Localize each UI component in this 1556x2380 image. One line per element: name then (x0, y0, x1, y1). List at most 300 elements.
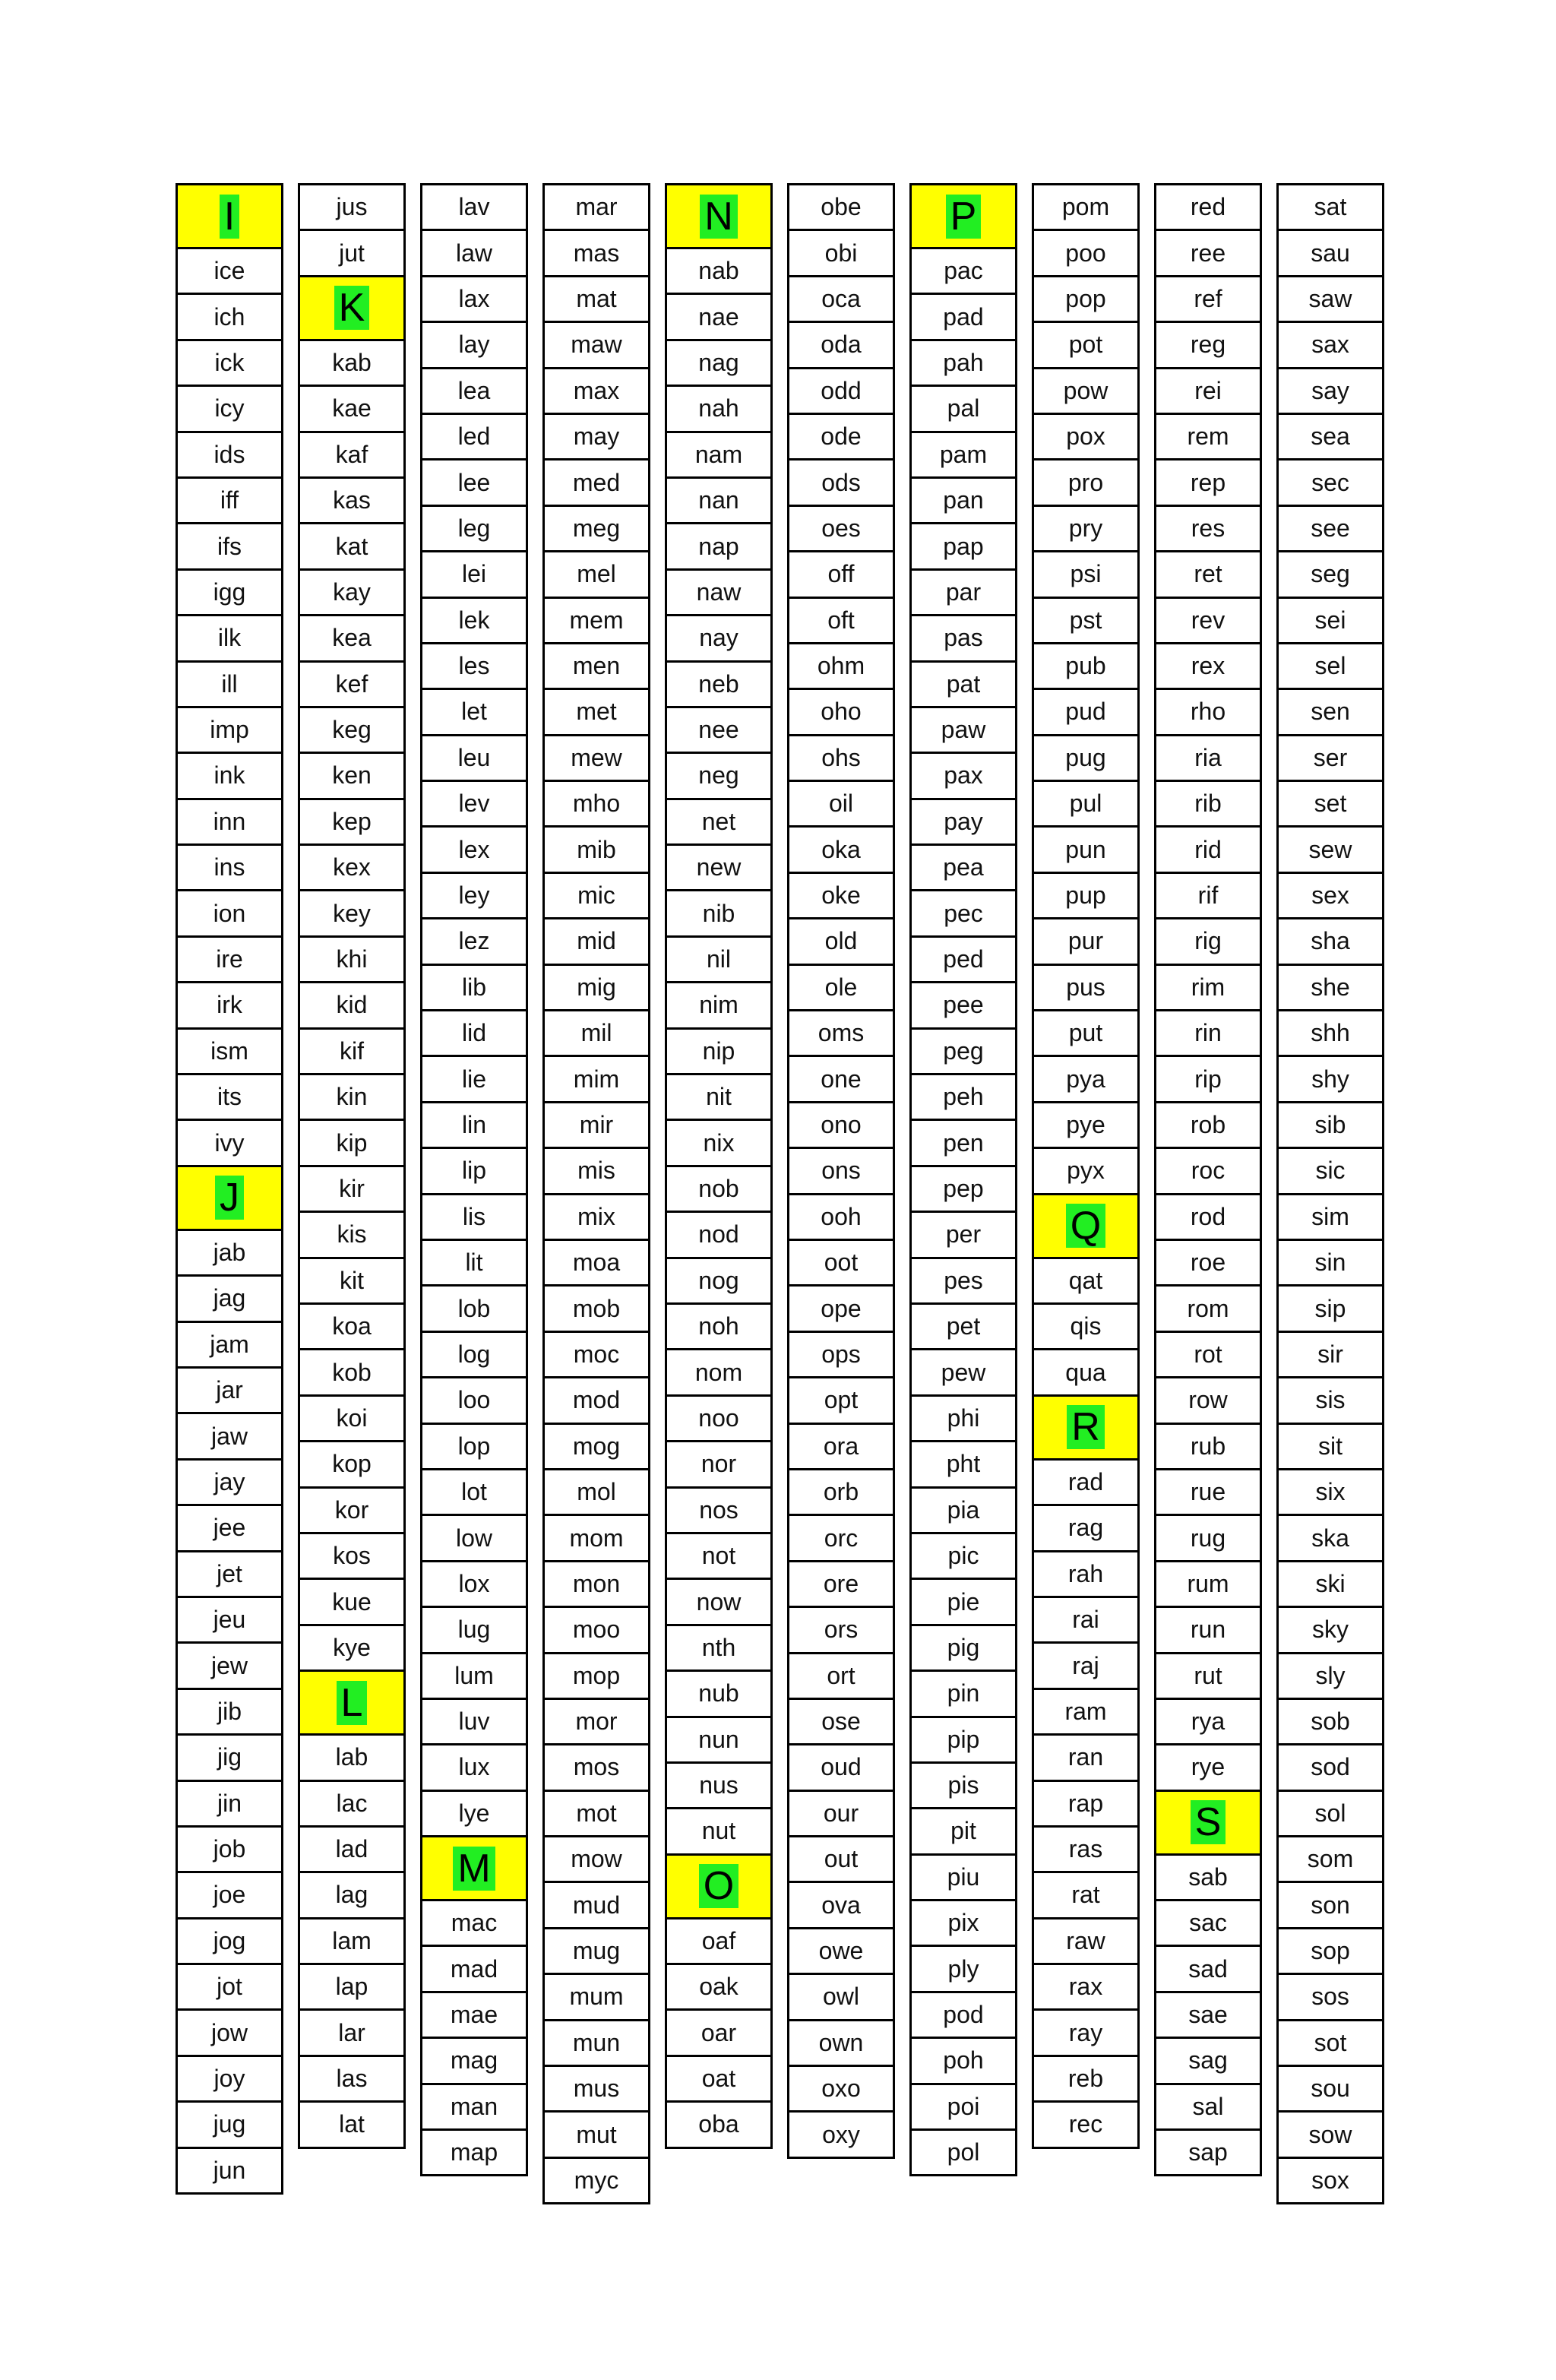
word-cell: kex (300, 846, 403, 891)
word-cell: jot (178, 1965, 281, 2011)
word-cell: oat (667, 2057, 770, 2103)
word-cell: sib (1279, 1103, 1382, 1149)
word-cell: oot (789, 1241, 893, 1287)
word-cell: rei (1156, 369, 1260, 415)
word-cell: pap (912, 524, 1015, 570)
word-cell: nae (667, 295, 770, 340)
word-cell: naw (667, 571, 770, 616)
word-cell: oud (789, 1745, 893, 1791)
word-cell: keg (300, 708, 403, 754)
word-cell: nab (667, 249, 770, 295)
word-cell: oil (789, 782, 893, 828)
word-cell: reg (1156, 323, 1260, 369)
word-cell: sei (1279, 599, 1382, 644)
word-cell: psi (1034, 552, 1137, 598)
word-cell: mom (545, 1516, 648, 1562)
word-cell: pst (1034, 599, 1137, 644)
letter-header-cell (422, 1837, 526, 1901)
word-cell: oxy (789, 2113, 893, 2158)
word-cell: put (1034, 1011, 1137, 1057)
letter-header-cell (667, 185, 770, 249)
word-cell: lob (422, 1287, 526, 1332)
word-cell: pry (1034, 507, 1137, 552)
letter-header-cell (178, 185, 281, 249)
word-cell: out (789, 1837, 893, 1883)
word-cell: lam (300, 1920, 403, 1965)
word-cell: nib (667, 891, 770, 937)
word-cell: owl (789, 1975, 893, 2021)
word-cell: lug (422, 1608, 526, 1654)
word-cell: nos (667, 1489, 770, 1534)
word-cell: ski (1279, 1562, 1382, 1608)
word-cell: our (789, 1792, 893, 1837)
word-cell: nth (667, 1626, 770, 1672)
word-cell: sew (1279, 828, 1382, 873)
word-cell: ink (178, 754, 281, 799)
word-cell: rub (1156, 1425, 1260, 1470)
word-cell: sob (1279, 1700, 1382, 1745)
word-cell: kip (300, 1121, 403, 1166)
word-cell: igg (178, 571, 281, 616)
word-cell: mig (545, 966, 648, 1011)
word-cell: jog (178, 1920, 281, 1965)
word-cell: pro (1034, 460, 1137, 506)
word-cell: jaw (178, 1414, 281, 1460)
word-cell: pas (912, 616, 1015, 662)
word-cell: sic (1279, 1149, 1382, 1195)
word-cell: ref (1156, 277, 1260, 323)
word-cell: jib (178, 1690, 281, 1736)
word-cell: las (300, 2057, 403, 2103)
word-cell: kue (300, 1580, 403, 1625)
word-cell: ora (789, 1425, 893, 1470)
word-cell: sel (1279, 644, 1382, 690)
word-cell: rah (1034, 1552, 1137, 1598)
word-cell: pew (912, 1350, 1015, 1396)
letter-header-cell (1156, 1792, 1260, 1856)
word-column (1032, 183, 1140, 2149)
word-cell: khi (300, 938, 403, 983)
word-cell: mun (545, 2021, 648, 2067)
word-cell: kye (300, 1626, 403, 1672)
word-cell: rev (1156, 599, 1260, 644)
word-cell: nam (667, 433, 770, 479)
word-cell: ick (178, 341, 281, 387)
word-cell: ins (178, 846, 281, 891)
word-cell: mic (545, 874, 648, 919)
word-cell: nob (667, 1167, 770, 1213)
word-cell: pug (1034, 736, 1137, 782)
letter-header: Q (1066, 1204, 1105, 1248)
word-cell: poo (1034, 231, 1137, 277)
word-cell: lek (422, 599, 526, 644)
word-cell: saw (1279, 277, 1382, 323)
word-cell: raj (1034, 1644, 1137, 1689)
word-cell: pye (1034, 1103, 1137, 1149)
word-cell: new (667, 846, 770, 891)
word-cell: ors (789, 1608, 893, 1654)
word-cell: nod (667, 1213, 770, 1258)
word-cell: mos (545, 1745, 648, 1791)
letter-header-cell (300, 1672, 403, 1736)
word-column (787, 183, 895, 2159)
word-cell: oms (789, 1011, 893, 1057)
word-cell: sow (1279, 2113, 1382, 2158)
word-cell: mad (422, 1947, 526, 1992)
word-cell: jam (178, 1323, 281, 1369)
word-cell: ree (1156, 231, 1260, 277)
word-cell: lea (422, 369, 526, 415)
word-cell: moc (545, 1333, 648, 1378)
word-cell: roe (1156, 1241, 1260, 1287)
word-cell: kid (300, 983, 403, 1029)
word-cell: neg (667, 754, 770, 799)
word-cell: rai (1034, 1598, 1137, 1644)
word-cell: red (1156, 185, 1260, 231)
word-cell: opt (789, 1378, 893, 1424)
word-cell: rip (1156, 1057, 1260, 1103)
word-cell: nah (667, 387, 770, 432)
word-cell: lay (422, 323, 526, 369)
word-cell: kos (300, 1534, 403, 1580)
word-cell: max (545, 369, 648, 415)
word-cell: lum (422, 1654, 526, 1700)
word-cell: pow (1034, 369, 1137, 415)
word-cell: mar (545, 185, 648, 231)
word-cell: pix (912, 1901, 1015, 1947)
word-cell: she (1279, 966, 1382, 1011)
word-cell: ska (1279, 1516, 1382, 1562)
word-cell: lee (422, 460, 526, 506)
word-cell: kis (300, 1213, 403, 1258)
word-cell: rex (1156, 644, 1260, 690)
word-cell: lex (422, 828, 526, 873)
word-cell: son (1279, 1883, 1382, 1929)
word-cell: kor (300, 1489, 403, 1534)
word-cell: sol (1279, 1792, 1382, 1837)
word-cell: sec (1279, 460, 1382, 506)
word-cell: ire (178, 938, 281, 983)
word-cell: pya (1034, 1057, 1137, 1103)
word-cell: ole (789, 966, 893, 1011)
word-cell: oft (789, 599, 893, 644)
word-cell: lie (422, 1057, 526, 1103)
word-cell: myc (545, 2159, 648, 2204)
word-cell: mim (545, 1057, 648, 1103)
word-cell: oke (789, 874, 893, 919)
word-cell: per (912, 1213, 1015, 1258)
word-cell: oka (789, 828, 893, 873)
word-cell: ken (300, 754, 403, 799)
word-cell: six (1279, 1470, 1382, 1516)
word-cell: set (1279, 782, 1382, 828)
word-cell: jee (178, 1506, 281, 1552)
word-cell: sos (1279, 1975, 1382, 2021)
word-cell: say (1279, 369, 1382, 415)
word-cell: net (667, 800, 770, 846)
word-cell: ilk (178, 616, 281, 662)
word-cell: ion (178, 891, 281, 937)
word-cell: mew (545, 736, 648, 782)
word-cell: one (789, 1057, 893, 1103)
word-cell: mut (545, 2113, 648, 2158)
word-cell: rep (1156, 460, 1260, 506)
word-cell: nip (667, 1030, 770, 1075)
word-cell: pie (912, 1580, 1015, 1625)
word-cell: lib (422, 966, 526, 1011)
word-cell: ism (178, 1030, 281, 1075)
word-cell: pod (912, 1993, 1015, 2039)
word-cell: mug (545, 1929, 648, 1975)
word-cell: sax (1279, 323, 1382, 369)
word-cell: kaf (300, 433, 403, 479)
letter-header-cell (667, 1856, 770, 1920)
word-cell: rob (1156, 1103, 1260, 1149)
word-cell: ras (1034, 1828, 1137, 1873)
word-cell: ret (1156, 552, 1260, 598)
word-cell: nim (667, 983, 770, 1029)
word-cell: kae (300, 387, 403, 432)
word-cell: pup (1034, 874, 1137, 919)
word-cell: oar (667, 2011, 770, 2056)
word-cell: rag (1034, 1506, 1137, 1552)
word-cell: pia (912, 1489, 1015, 1534)
word-cell: nub (667, 1672, 770, 1717)
word-cell: law (422, 231, 526, 277)
letter-header-cell (178, 1167, 281, 1231)
word-cell: sen (1279, 690, 1382, 736)
word-cell: mag (422, 2039, 526, 2084)
word-cell: pan (912, 479, 1015, 524)
word-column (176, 183, 283, 2195)
word-cell: poi (912, 2085, 1015, 2131)
letter-header: J (215, 1176, 244, 1220)
word-cell: pes (912, 1259, 1015, 1305)
word-cell: irk (178, 983, 281, 1029)
word-cell: nag (667, 341, 770, 387)
word-cell: old (789, 919, 893, 965)
word-cell: pah (912, 341, 1015, 387)
word-cell: mix (545, 1195, 648, 1241)
word-cell: let (422, 690, 526, 736)
word-cell: rig (1156, 919, 1260, 965)
word-cell: lat (300, 2103, 403, 2148)
word-cell: ria (1156, 736, 1260, 782)
word-cell: jeu (178, 1598, 281, 1644)
word-cell: pal (912, 387, 1015, 432)
word-cell: its (178, 1075, 281, 1121)
word-cell: kif (300, 1030, 403, 1075)
word-cell: kop (300, 1442, 403, 1488)
word-cell: qua (1034, 1350, 1137, 1396)
word-cell: kob (300, 1350, 403, 1396)
word-cell: rod (1156, 1195, 1260, 1241)
word-cell: kef (300, 663, 403, 708)
word-cell: obi (789, 231, 893, 277)
word-cell: lav (422, 185, 526, 231)
word-cell: lip (422, 1149, 526, 1195)
word-cell: sad (1156, 1947, 1260, 1992)
letter-header: P (946, 195, 982, 239)
word-cell: icy (178, 387, 281, 432)
word-cell: mus (545, 2067, 648, 2113)
word-cell: ser (1279, 736, 1382, 782)
word-cell: pam (912, 433, 1015, 479)
word-cell: joe (178, 1873, 281, 1919)
word-cell: sha (1279, 919, 1382, 965)
word-cell: rut (1156, 1654, 1260, 1700)
word-cell: ooh (789, 1195, 893, 1241)
word-cell: ops (789, 1333, 893, 1378)
word-cell: rid (1156, 828, 1260, 873)
word-cell: rim (1156, 966, 1260, 1011)
word-column (542, 183, 650, 2204)
word-cell: oba (667, 2103, 770, 2148)
word-column (298, 183, 406, 2149)
word-cell: rin (1156, 1011, 1260, 1057)
word-cell: mil (545, 1011, 648, 1057)
word-cell: kit (300, 1259, 403, 1305)
word-cell: ran (1034, 1736, 1137, 1781)
word-cell: pat (912, 663, 1015, 708)
word-cell: mop (545, 1654, 648, 1700)
word-cell: par (912, 571, 1015, 616)
word-cell: map (422, 2131, 526, 2176)
word-cell: rot (1156, 1333, 1260, 1378)
word-cell: qis (1034, 1305, 1137, 1350)
word-cell: obe (789, 185, 893, 231)
word-cell: ons (789, 1149, 893, 1195)
word-cell: poh (912, 2039, 1015, 2084)
word-cell: pus (1034, 966, 1137, 1011)
word-cell: ohs (789, 736, 893, 782)
word-cell: men (545, 644, 648, 690)
letter-header: R (1067, 1405, 1105, 1449)
letter-header: O (699, 1864, 738, 1908)
word-cell: moa (545, 1241, 648, 1287)
word-cell: rif (1156, 874, 1260, 919)
word-cell: joy (178, 2057, 281, 2103)
word-cell: sir (1279, 1333, 1382, 1378)
word-cell: lot (422, 1470, 526, 1516)
word-cell: ply (912, 1947, 1015, 1992)
word-cell: maw (545, 323, 648, 369)
word-cell: rho (1156, 690, 1260, 736)
word-cell: mow (545, 1837, 648, 1883)
word-cell: kea (300, 616, 403, 662)
word-cell: sim (1279, 1195, 1382, 1241)
word-cell: rap (1034, 1782, 1137, 1828)
word-cell: nay (667, 616, 770, 662)
word-cell: nee (667, 708, 770, 754)
word-cell: ill (178, 663, 281, 708)
word-cell: ono (789, 1103, 893, 1149)
word-cell: ley (422, 874, 526, 919)
word-cell: rye (1156, 1745, 1260, 1791)
word-cell: mae (422, 1993, 526, 2039)
word-cell: sab (1156, 1856, 1260, 1901)
word-cell: shy (1279, 1057, 1382, 1103)
word-cell: lax (422, 277, 526, 323)
word-cell: not (667, 1534, 770, 1580)
word-cell: mor (545, 1700, 648, 1745)
word-cell: ore (789, 1562, 893, 1608)
word-cell: sat (1279, 185, 1382, 231)
word-cell: sop (1279, 1929, 1382, 1975)
word-cell: jug (178, 2103, 281, 2148)
word-cell: jag (178, 1277, 281, 1322)
word-cell: pec (912, 891, 1015, 937)
word-cell: jun (178, 2149, 281, 2195)
word-cell: mog (545, 1425, 648, 1470)
word-cell: raw (1034, 1920, 1137, 1965)
word-cell: nom (667, 1350, 770, 1396)
word-cell: seg (1279, 552, 1382, 598)
word-cell: pop (1034, 277, 1137, 323)
letter-header: I (220, 195, 239, 239)
word-cell: loo (422, 1378, 526, 1424)
word-cell: roc (1156, 1149, 1260, 1195)
word-cell: rue (1156, 1470, 1260, 1516)
word-column (909, 183, 1017, 2176)
word-cell: pun (1034, 828, 1137, 873)
letter-header: N (700, 195, 738, 239)
word-cell: les (422, 644, 526, 690)
word-cell: pyx (1034, 1149, 1137, 1195)
word-cell: mir (545, 1103, 648, 1149)
word-cell: ids (178, 433, 281, 479)
letter-header-cell (300, 277, 403, 341)
word-cell: iff (178, 479, 281, 524)
word-cell: med (545, 460, 648, 506)
word-cell: koa (300, 1305, 403, 1350)
word-cell: lis (422, 1195, 526, 1241)
word-cell: pee (912, 983, 1015, 1029)
word-cell: lop (422, 1425, 526, 1470)
word-cell: nor (667, 1442, 770, 1488)
word-cell: lac (300, 1782, 403, 1828)
word-cell: noo (667, 1397, 770, 1442)
word-cell: mac (422, 1901, 526, 1947)
word-cell: phi (912, 1397, 1015, 1442)
word-cell: orb (789, 1470, 893, 1516)
word-cell: rya (1156, 1700, 1260, 1745)
word-cell: moo (545, 1608, 648, 1654)
word-cell: sis (1279, 1378, 1382, 1424)
word-cell: ram (1034, 1690, 1137, 1736)
word-cell: sit (1279, 1425, 1382, 1470)
word-cell: pay (912, 800, 1015, 846)
word-cell: lad (300, 1828, 403, 1873)
word-cell: odd (789, 369, 893, 415)
word-cell: kab (300, 341, 403, 387)
word-cell: mat (545, 277, 648, 323)
word-cell: rad (1034, 1461, 1137, 1506)
word-cell: nog (667, 1259, 770, 1305)
word-cell: pic (912, 1534, 1015, 1580)
letter-header-cell (912, 185, 1015, 249)
word-cell: lin (422, 1103, 526, 1149)
word-cell: leg (422, 507, 526, 552)
word-cell: kep (300, 800, 403, 846)
word-cell: jow (178, 2011, 281, 2056)
word-cell: pot (1034, 323, 1137, 369)
word-cell: paw (912, 708, 1015, 754)
word-cell: pac (912, 249, 1015, 295)
word-column (1276, 183, 1384, 2204)
word-cell: mem (545, 599, 648, 644)
word-cell: sou (1279, 2067, 1382, 2113)
